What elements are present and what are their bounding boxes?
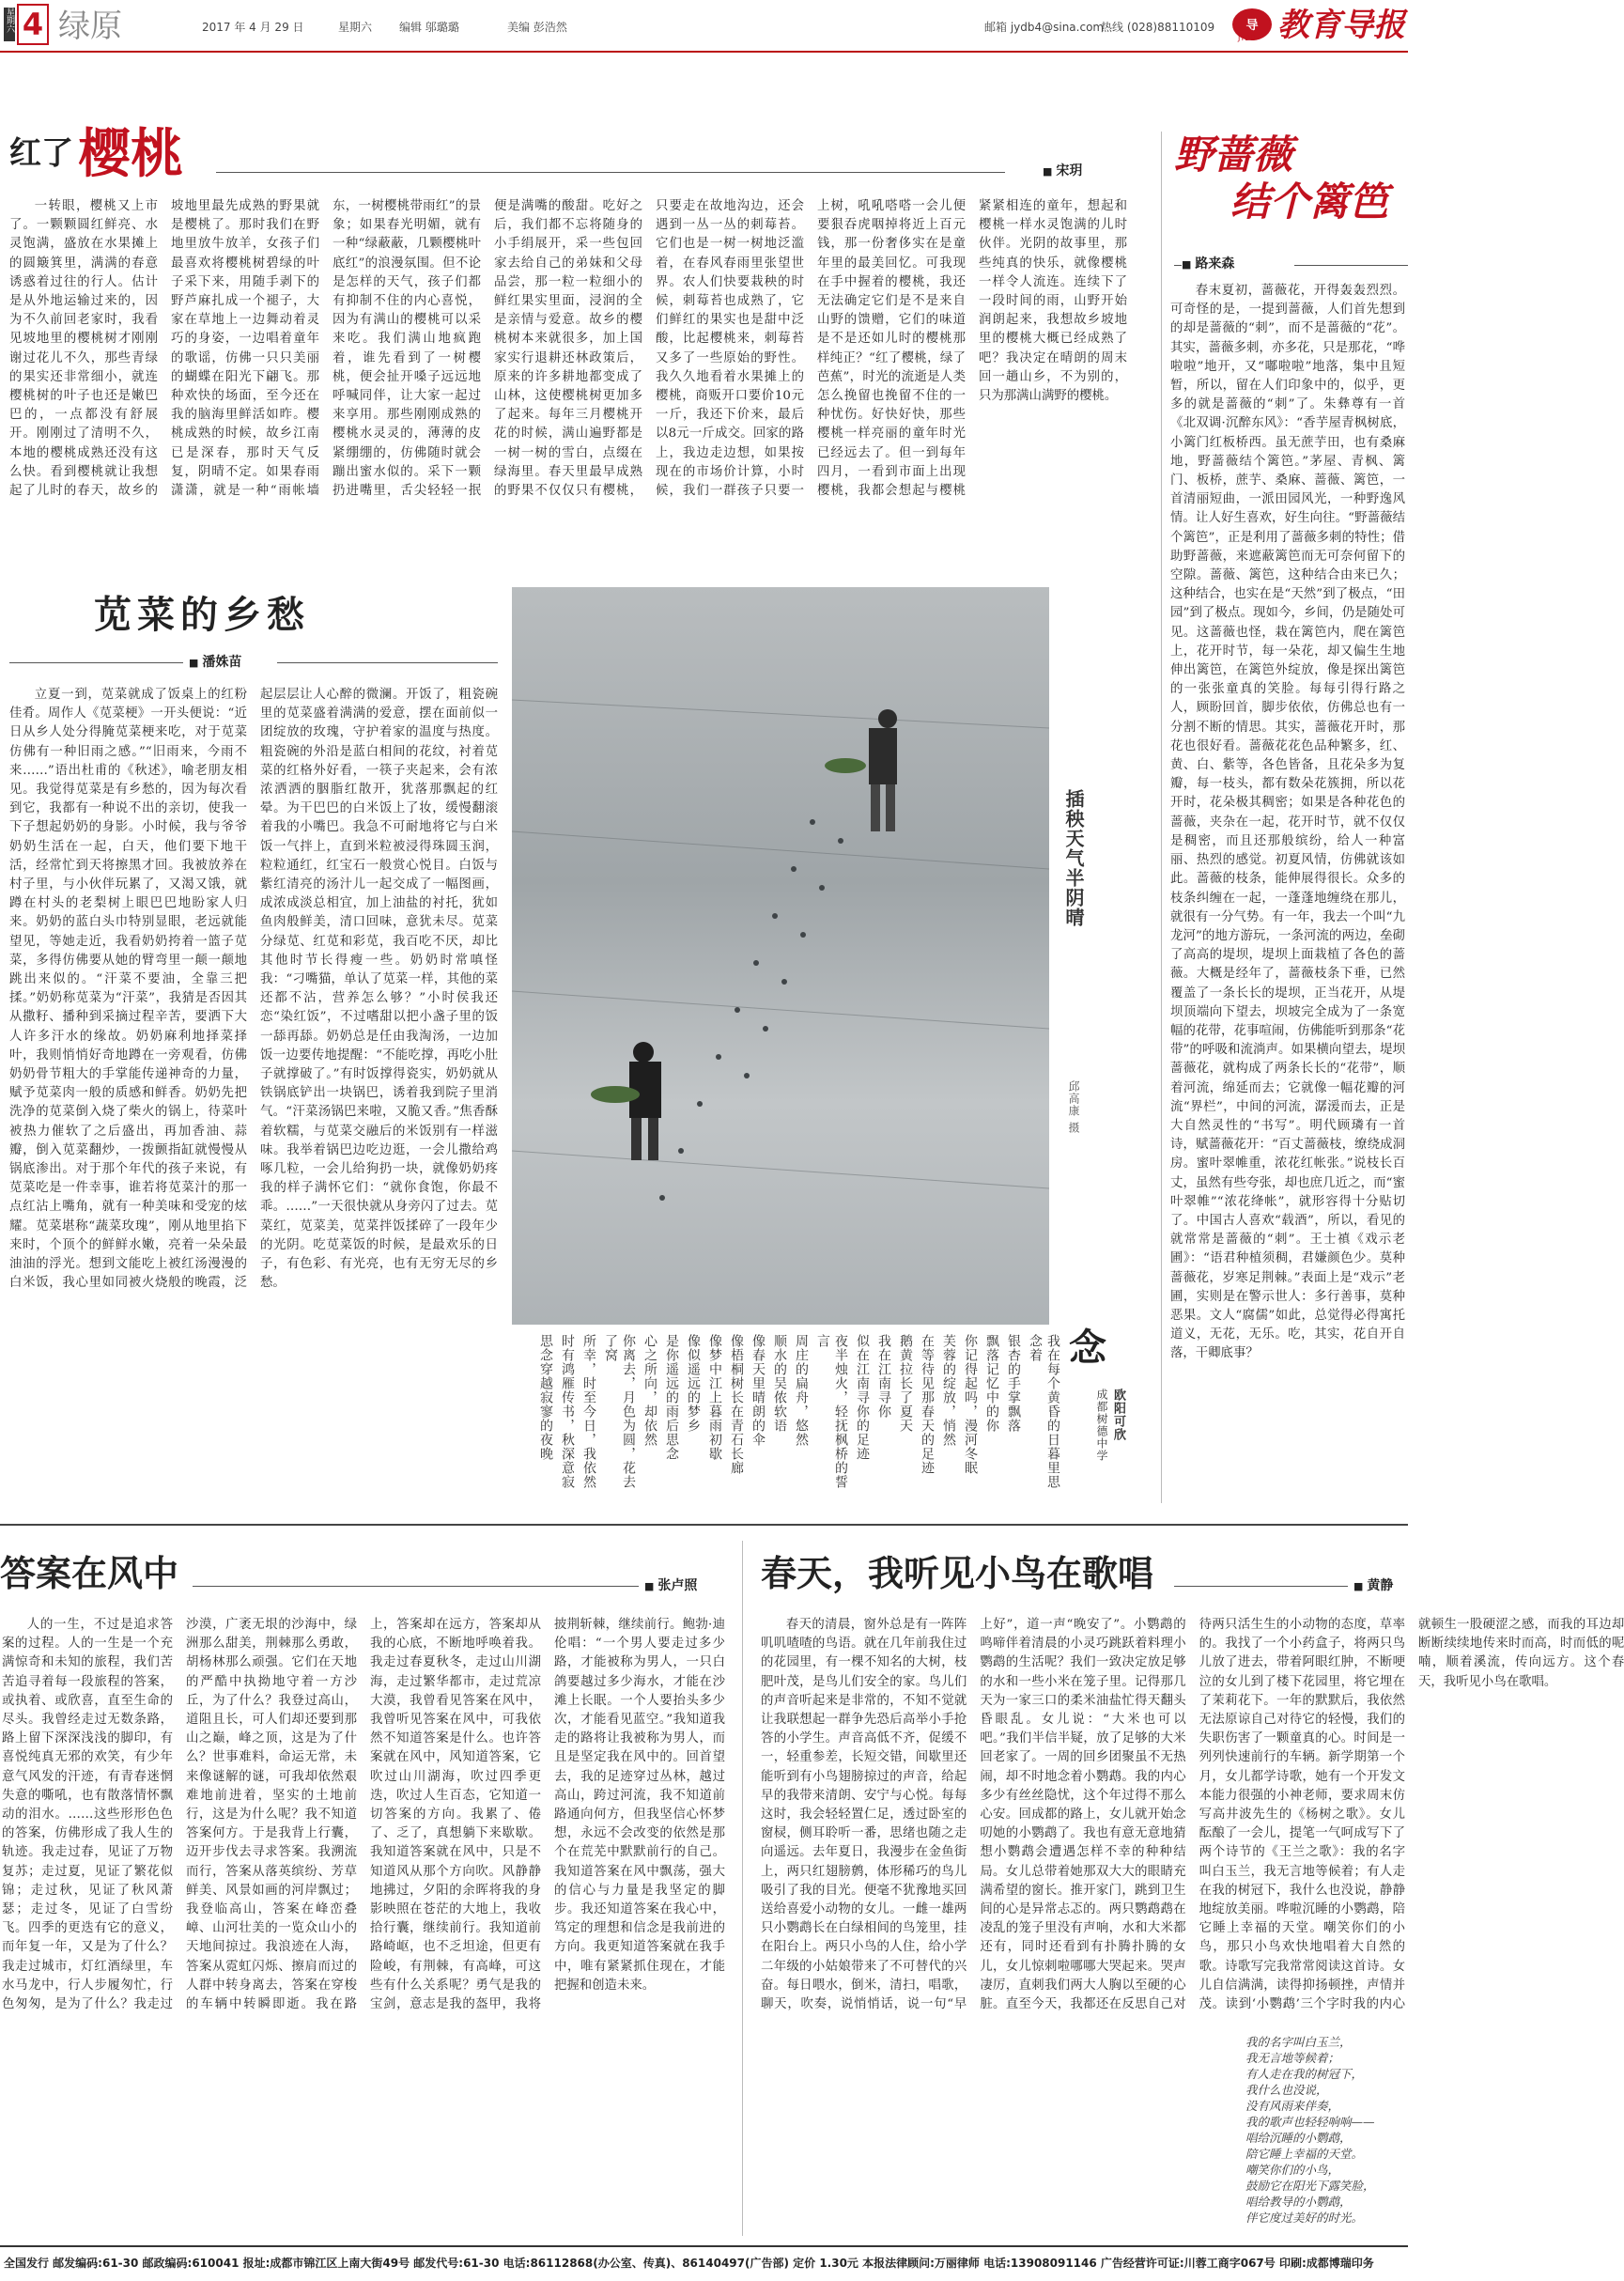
page-number: 4 (17, 4, 49, 45)
designer: 美编 彭浩然 (507, 21, 567, 34)
poem-line: 像春天里晴朗的伞 (750, 1334, 766, 1447)
poem-title: 念 (1069, 1326, 1106, 1370)
section-divider (0, 1524, 1408, 1526)
column-name: 绿原 (58, 8, 122, 45)
kid-poem-line: 陪它睡上幸福的天堂。 (1245, 2147, 1364, 2161)
poem-line: 飘落记忆中的你 (984, 1334, 999, 1433)
poem-line: 像梧桐树长在青石长廊 (729, 1334, 744, 1475)
amaranth-body: 立夏一到，苋菜就成了饭桌上的红粉佳肴。周作人《苋菜梗》一开头便说：“近日从乡人处分得腌苋菜梗来吃，对于苋菜仿佛有一种旧雨之感。”“旧雨来，今雨不来……”语出杜甫的《秋述》，喻老朋友相见。我觉得苋菜是有乡愁的，因为每次看到它，我都有一种说不出的亲切，使我一下子想起奶奶的身影。小时候，我与爷爷奶奶生活在一起，白天，他们要下地干活，经常忙到天将擦黑才回。我被放养在村子里，与小伙伴玩累了，又渴又饿，就蹲在村头的老梨树上眼巴巴地盼家人归来。奶奶的蓝白头巾特别显眼，老远就能望见，等她走近，我看奶奶挎着一篮子苋菜，多得仿佛要从她的臂弯里一颠一颠地跳出来似的。“汗菜不要油，全靠三把揉。”奶奶称苋菜为“汗菜”，我猜是否因其从撒籽、播种到采摘过程辛苦，要洒下大人许多汗水的缘故。奶奶麻利地择菜择叶，我则悄悄好奇地蹲在一旁观看，仿佛奶奶骨节粗大的手掌能传递神奇的力量，赋予苋菜肉一般的质感和鲜香。奶奶先把洗净的苋菜倒入烧了柴火的锅上，待菜叶被热力催软了之后盛出，再加香油、蒜瓣，倒入苋菜翻炒，一拨颤指缸就慢慢从锅底渗出。对于那个年代的孩子来说，有苋菜吃是一件幸事，谁若将苋菜汁的那一点红沾上嘴角，就有一种美味和受宠的炫耀。苋菜堪称“蔬菜玫瑰”，刚从地里掐下来时，个顶个的鲜鲜水嫩，亮着一朵朵最油油的浮光。想到文能吃上被红汤漫漫的白米饭，我心里如同被火烧般的晚霞，泛起层层让人心醉的微澜。开饭了，粗瓷碗里的苋菜盛着满满的爱意，摆在面前似一团绽放的玫瑰，守护着家的温度与热度。粗瓷碗的外沿是蓝白相间的花纹，衬着苋菜的红格外好看，一筷子夹起来，会有浓浓洒洒的胭脂红散开，犹落那飘起的红晕。为干巴巴的白米饭上了妆，缓慢翻滚着我的小嘴巴。我急不可耐地将它与白米饭一气拌上，直到米粒被浸得珠圆玉润，粒粒通红，红宝石一般赏心悦目。白饭与紫红清亮的汤汁儿一起交成了一幅图画，成浓成淡总相宜，加上油盐的衬托，犹如鱼肉般鲜美，清口回味，意犹未尽。苋菜分绿苋、红苋和彩苋，我百吃不厌，却比其他时节长得瘦一些。奶奶时常嗔怪我：“刁嘴猫，单认了苋菜一样，其他的菜还都不沾，营养怎么够？”小时侯我还恋“染红饭”，不过嗜甜以把小盏子里的饭一舔再舔。奶奶总是任由我淘汤，一边加饭一边要传地提醒：“不能吃撑，再吃小肚子就撑破了。”有时饭撑得瓷实，奶奶就从铁锅底铲出一块锅巴，诱着我到院子里消气。“汗菜汤锅巴来啦，又脆又香。”焦香酥着软糯，与苋菜交融后的米饭别有一样滋味。我举着锅巴边吃边逛，一会儿撒给鸡啄几粒，一会儿给狗扔一块，就像奶奶疼我的样子满怀它们：“就你食饱，你最不乖。……”一天很快就从身旁闪了过去。苋菜红，苋菜美，苋菜拌饭揉碎了一段年少的光阴。吃苋菜饭的时候，是最欢乐的日子，有色彩、有光亮，也有无穷无尽的乡愁。 (9, 688, 498, 1291)
poem-line: 像梦中江上暮雨初歇 (707, 1334, 722, 1461)
poem-line: 像似遥远的梦乡 (686, 1334, 701, 1433)
poem-line: 心之所向，却依然 (642, 1334, 657, 1447)
farmer-figure-1 (825, 709, 897, 831)
cherry-title-rule (216, 172, 1005, 173)
rose-divider (1161, 132, 1162, 1503)
rose-title-line2: 结个篱笆 (1230, 178, 1389, 225)
poem-line: 芙蓉的绽放，悄然 (941, 1334, 956, 1447)
poem-line: 你离去，月色为圆，花去了窝 (603, 1334, 636, 1489)
amaranth-author: ■ 潘姝苗 (183, 652, 277, 671)
rose-body: 春末夏初，蔷薇花，开得轰轰烈烈。可奇怪的是，一提到蔷薇，人们首先想到的却是蔷薇的“刺”，而不是蔷薇的“花”。其实，蔷薇多刺，亦多花，只是那花，“哗啦啦”地开，又“嘟啦啦”地落，集中且短暂，所以，留在人们印象中的，似乎，更多的就是蔷薇的“刺”了。朱彝尊有一首《北双调·沉醉东风》：“香芋屋青枫树底，小篱门红板桥西。虽无蔗芋田，也有桑麻地，野蔷薇结个篱笆。”茅屋、青枫、篱门、板桥，蔗芋、桑麻、蔷薇、篱笆，一首清丽短曲，一派田园风光，一种野逸风情。让人好生喜欢，好生向往。“野蔷薇结个篱笆”，正是利用了蔷薇多刺的特性；借助野蔷薇，来遮蔽篱笆而无可奈何留下的空隙。蔷薇、篱笆，这种结合由来已久；这种结合，也实在是“天然”到了极点，“田园”到了极点。现如今，乡间，仍是随处可见。这蔷薇也怪，栽在篱笆内，爬在篱笆上，花开时节，每一朵花，却又偏生生地伸出篱笆，在篱笆外绽放，像是探出篱笆的一张张童真的笑脸。每每引得行路之人，顾盼回首，脚步依依，仿佛总也有一分割不断的情思。其实，蔷薇花开时，那花也很好看。蔷薇花花色品种繁多，红、黄、白、紫等，各色皆备，且花朵多为复瓣，每一枝头，都有数朵花簇拥，所以花开时，花朵极其稠密；如果是各种花色的蔷薇，夹杂在一起，花开时节，就不仅仅是稠密，而且还那般缤纷，给人一种富丽、热烈的感觉。初夏风情，仿佛就该如此。蔷薇的枝条，能伸展得很长。众多的枝条纠缠在一起，一蓬蓬地缠绕在那儿，就很有一分气势。有一年，我去一个叫“九龙河”的地方游玩，一条河流的两边，垒砌了高高的堤坝，堤坝上面栽植了各色的蔷薇。大概是经年了，蔷薇枝条下垂，已然覆盖了一条长长的堤坝，正当花开，从堤坝顶端向下望去，坝坡完全成为了一条宽幅的花带，花事喧闹，仿佛能听到那条“花带”的呼吸和流淌声。如果横向望去，堤坝蔷薇花，就构成了两条长长的“花带”，顺着河流，绵延而去；它就像一幅花瓣的河流“界栏”，中间的河流，潺湲而去，正是大自然灵性的“书写”。明代顾璘有一首诗，赋蔷薇花开：“百丈蔷薇枝，缭绕成洞房。蜜叶翠帷重，浓花红帐张。”说枝长百丈，虽然有些夸张，却也庶几近之，而“蜜叶翠帷”“浓花绛帐”，就形容得十分贴切了。中国古人喜欢“载酒”，所以，看见的就常常是蔷薇的“刺”。王士禛《戏示老圃》：“语君种植须稠，君嫌颜色少。莫种蔷薇花，岁寒足荆棘。”表面上是“戏示”老圃，实则是在警示世人：多行善事，莫种恶果。文人“腐儒”如此，总觉得必得寓托道义，无花，无乐。吃，其实，花自开自落，干卿底事？ (1170, 284, 1405, 1361)
spring-author: ■ 黄静 (1348, 1575, 1408, 1594)
poem-line: 银杏的手掌飘落 (1006, 1334, 1021, 1433)
poem-line: 夜半烛火，轻抚枫桥的誓言 (815, 1334, 848, 1489)
cherry-title-main: 樱桃 (78, 124, 184, 185)
seedling-rows (659, 819, 843, 1201)
poem-line: 周庄的扁舟，悠然 (794, 1334, 809, 1447)
date: 2017 年 4 月 29 日 (202, 21, 304, 34)
kid-poem-line: 我无言地等候着； (1245, 2051, 1340, 2065)
kid-poem-line: 没有风雨来伴奏， (1245, 2099, 1340, 2113)
cherry-author: ■ 宋玥 (1043, 161, 1118, 179)
hotline: 热线 (028)88110109 (1101, 21, 1215, 34)
poem-line: 在等待见那春天的足迹 (920, 1334, 935, 1475)
answer-author: ■ 张卢照 (639, 1575, 723, 1594)
kid-poem-line: 伴它度过美好的时光。 (1245, 2211, 1364, 2225)
cherry-title-pre: 红了 (9, 134, 73, 173)
kid-poem-line: 唱给教导的小鹦鹉， (1245, 2195, 1352, 2209)
editor: 编辑 邬璐璐 (399, 21, 459, 34)
amaranth-title: 苋菜的乡愁 (94, 593, 310, 637)
spring-title: 春天，我听见小鸟在歌唱 (761, 1553, 1154, 1594)
kid-poem (1245, 2034, 1405, 2231)
footer-rule (0, 2245, 1408, 2247)
poem-line: 我在每个黄昏的日暮里思念着 (1028, 1334, 1060, 1489)
kid-poem-line: 我的名字叫白玉兰， (1245, 2035, 1352, 2049)
poem-line: 似在江南寻你的足迹 (855, 1334, 870, 1461)
cherry-title (9, 113, 254, 185)
spring-body: 春天的清晨，窗外总是有一阵阵叽叽喳喳的鸟语。就在几年前我住过的花园里，有一棵不知名的大树，枝肥叶茂，是鸟儿们安全的家。鸟儿们的声音听起来是非常的，不知不觉就让我联想起一群争先恐后高举小手抢答的小学生。声音高低不齐，促缓不一，轻重参差，长短交错，间歇里还能听到有小鸟翅膀掠过的声音，给起早的我带来清朗、安宁与心悦。每每这时，我会轻轻置仁足，透过卧室的窗棂，侧耳聆听一番，思绪也随之走向遥远。去年夏日，我漫步在金鱼街上，两只红翅膀鹩，体形稀巧的鸟儿吸引了我的目光。便毫不犹豫地买回送给喜爱小动物的女儿。一雌一雄两只小鹦鹉长在白绿相间的鸟笼里，挂在阳台上。两只小鸟的人住，给小学二年级的小姑娘带来了不可替代的兴奋。每日喂水，倒米，清扫，唱歌，聊天，吹奏，说悄悄话，说一句“早上好”，道一声“晚安了”。小鹦鹉的鸣啼伴着清晨的小灵巧跳跃着料理小鹦鹉的生活呢？我们一致决定放足够的水和一些小米在笼子里。记得那几天为一家三口的柔米油盐忙得天翻头昏眼乱。女儿说：“大米也可以吧。”我们半信半疑，放了足够的大米回老家了。一周的回乡团聚虽不无热闹，却不时地念着小鹦鹉。我的内心多少有丝丝隐忧，这个年过得不那么心安。回成都的路上，女儿就开始念叨她的小鹦鹉了。我也有意无意地猜想小鹦鹉会遭遇怎样不幸的种种结局。女儿总带着她那双大大的眼睛充满希望的窗长。推开家门，跳到卫生间的心是异常忐忑的。两只鹦鹉鹉在凌乱的笼子里没有声响，水和大米都还有，同时还看到有扑腾扑腾的女儿，女儿惊刺啦哪哪大哭起来。哭声凄厉，直刺我们两大人胸以至硬的心脏。直至今天，我都还在反思自己对待两只活生生的小动物的态度，草率的。我找了一个小药盒子，将两只鸟儿放了进去，带着阿眼红肿，不断哽泣的女儿到了楼下花园里，将它埋在了茉莉花下。一年的默默后，我依然无法原谅自己对待它的轻慢，我们的失职伤害了一颗童真的心。时间是一列列快速前行的车辆。新学期第一个月，女儿都学诗歌，她有一个开发文本能力很强的小神老师，要求周末仿写高井波先生的《杨树之歌》。女儿酝酿了一会儿，提笔一气呵成写下了两个诗节的《王兰之歌》：我的名字叫白玉兰，我无言地等候着；有人走在我的树冠下，我什么也没说，静静地绽放美丽。哗啦沉睡的小鹦鹉，陪它睡上幸福的天堂。嘲笑你们的小鸟，那只小鸟欢快地唱着大自然的歌。诗歌写完我常常阅读这首诗。女儿自信满满，读得抑扬顿挫，声情并茂。读到‘小鹦鹉’三个字时我的内心就顿生一股硬涩之感，而我的耳边却断断续续地传来时而高，时而低的呢喃，顺着溪流，传向远方。这个春天，我听见小鸟在歌唱。 (761, 1618, 1624, 2012)
poem-line: 我在江南寻你 (876, 1334, 891, 1419)
answer-body: 人的一生，不过是追求答案的过程。人的一生是一个充满惊奇和未知的旅程，我们苦苦追寻着每一段旅程的答案，或执着、或欣喜，直至生命的尽头。我曾经走过无数条路，路上留下深深浅浅的脚印，有喜悦纯真无邪的欢笑，有少年意气风发的汗迹，有青春迷惘失意的嘶吼，也有散落情怀飘动的泪水。……这些形形色色的答案，仿佛形成了我人生的轨迹。我走过春，见证了万物复苏；走过夏，见证了繁花似锦；走过秋，见证了秋风萧瑟；走过冬，见证了白雪纷飞。四季的更迭有它的意义，而年复一年，又是为了什么？我走过城市，灯红酒绿里，车水马龙中，行人步履匆忙，行色匆匆，是为了什么？我走过沙漠，广袤无垠的沙海中，绿洲那么甜美，荆棘那么勇敢，胡杨林那么顽强。它们在天地的严酷中执拗地守着一方沙丘，为了什么？我登过高山，道阻且长，可人们却还要到那山之巅，峰之顶，这是为了什么？世事难料，命运无常，未来像谜解的谜，可我却依然艰难地前进着，坚实的土地前行，这是为什么呢？我不知道答案何方。于是我背上行囊，迈开步伐去寻求答案。我溯流而行，答案从落英缤纷、芳草鲜美、风景如画的河岸飘过；我登临高山，答案在峰峦叠嶂、山河壮美的一览众山小的天地间掠过。我浪迹在人海，答案从霓虹闪烁、擦肩而过的人群中转身离去，答案在穿梭的车辆中转瞬即逝。我在路上，答案却在远方，答案却从我的心底，不断地呼唤着我。我走过春夏秋冬，走过山川湖海，走过繁华都市，走过荒凉大漠，我曾看见答案在风中，我曾听见答案在风中，可我依然不知道答案是什么。也许答案就在风中，风知道答案，它吹过山川湖海，吹过四季更迭，吹过人生百态，它知道一切答案的方向。我累了、倦了、乏了，真想躺下来歇歇。我知道答案就在风中，只是不知道风从那个方向吹。风静静地拂过，夕阳的余晖将我的身影映照在苍茫的大地上，我收拾行囊，继续前行。我知道前路崎岖，也不乏坦途，但更有险峻，有荆棘，有高峰，可这些有什么关系呢？勇气是我的宝剑，意志是我的盔甲，我将披荆斩棘，继续前行。鲍勃·迪伦唱：“一个男人要走过多少路，才能被称为男人，一只白鸽要越过多少海水，才能在沙滩上长眠。一个人要抬头多少次，才能看见蓝空。”我知道我走的路将让我被称为男人，而且是坚定我在风中的。回首望去，我的足迹穿过丛林，越过高山，跨过河流，我不知道前路通向何方，但我坚信心怀梦想，永远不会改变的依然是那个在荒芜中默默前行的自己。我知道答案在风中飘荡，强大的信心与力量是我坚定的脚步。我还知道答案在我心中，笃定的理想和信念是我前进的方向。我更知道答案就在我手中，唯有紧紧抓住现在，才能把握和创造未来。 (2, 1618, 725, 2012)
answer-title: 答案在风中 (0, 1553, 179, 1594)
page-number-badge (4, 8, 15, 41)
poem-line: 时有鸿雁传书，秋深意寂 (560, 1334, 575, 1489)
poem-line: 你记得起吗，漫河冬眠 (963, 1334, 978, 1475)
kid-poem-line: 嘲笑你们的小鸟， (1245, 2163, 1340, 2177)
answer-divider (742, 1541, 743, 2236)
poem-line: 鹅黄拉长了夏天 (898, 1334, 913, 1433)
page-side-label: 星期六 (5, 8, 14, 33)
header-rule (0, 51, 1408, 53)
paper-name: 教育导报 (1277, 7, 1405, 44)
rose-title (1174, 132, 1408, 235)
kid-poem-line: 鼓励它在阳光下露笑脸， (1245, 2179, 1375, 2193)
poem-school: 成都树德中学 (1095, 1389, 1108, 1462)
rose-author: ■ 路来森 (1182, 254, 1294, 272)
photo-credit: 邱高康 摄 (1067, 1080, 1080, 1134)
masthead (0, 0, 1408, 53)
farmer-figure-2 (591, 1042, 661, 1160)
footer-info: 全国发行 邮发编码:61-30 邮政编码:610041 报址:成都市锦江区上南大街49号 邮发代号:61-30 电话:86112868(办公室、传真)、86140497(广告部) 定价 1.30元 本报法律顾问:万丽律师 电话:13908091146 广告经营许可证:川蓉工商字067号 印刷:成都博瑞印务 (4, 2257, 1374, 2270)
cherry-body: 一转眼，樱桃又上市了。一颗颗圆红鲜亮、水灵饱满，盛放在水果摊上的圆簸箕里，满满的春意诱惑着过往的行人。估计是从外地运输过来的，因为不久前回老家时，我看见坡地里的樱桃树才刚刚谢过花儿不久，那些青绿的果实还非常细小，就连樱桃树的叶子也还是嫩巴巴的，一点都没有舒展开。刚刚过了清明不久，本地的樱桃成熟还没有这么快。看到樱桃就让我想起了儿时的春天，故乡的坡地里最先成熟的野果就是樱桃了。那时我们在野地里放牛放羊，女孩子们最喜欢将樱桃树碧绿的叶子采下来，用随手剥下的野芦麻扎成一个褪子，大家在草地上一边舞动着灵巧的身姿，一边唱着童年的歌谣，仿佛一只只美丽的蝴蝶在阳光下翩飞。那种欢快的场面，至今还在我的脑海里鲜活如昨。樱桃成熟的时候，故乡江南已是深春，那时天气反复，阴晴不定。如果春雨潇潇，就是一种“雨帐墙东，一树樱桃带雨红”的景象；如果春光明媚，就有一种“绿蔽蔽，几颗樱桃叶底红”的浪漫氛围。但不论是怎样的天气，孩子们都有抑制不住的内心喜悦，因为有满山的樱桃可以采来吃。我们满山地疯跑着，谁先看到了一树樱桃，便会扯开嗓子远远地呼喊同伴，让大家一起过来享用。那些刚刚成熟的樱桃水灵灵的，薄薄的皮紧绷绷的，仿佛随时就会蹦出蜜水似的。采下一颗扔进嘴里，舌尖轻轻一抿便是满嘴的酸甜。吃好之后，我们都不忘将随身的小手绢展开，采一些包回家去给自己的弟妹和父母品尝，那一粒一粒细小的鲜红果实里面，浸润的全是亲情与爱意。故乡的樱桃树本来就很多，加上国家实行退耕还林政策后，原来的许多耕地都变成了山林，这使樱桃树更加多了起来。每年三月樱桃开花的时候，满山遍野都是一树一树的雪白，点缀在绿海里。春天里最早成熟的野果不仅仅只有樱桃，只要走在故地沟边，还会遇到一丛一丛的刺莓苔。它们也是一树一树地泛滥着，在春风春雨里张望世界。农人们快要栽秧的时候，刺莓苔也成熟了，它们鲜红的果实也是甜中泛酸，比起樱桃来，刺莓苔又多了一些原始的野性。我久久地看着水果摊上的樱桃，商贩开口要价10元一斤，我还下价来，最后以8元一斤成交。回家的路上，我边走边想，如果按现在的市场价计算，小时候，我们一群孩子只要一上树，吼吼嗒嗒一会儿便要狠吞虎咽掉将近上百元钱，那一份奢侈实在是童年里的最美回忆。可我现在手中握着的樱桃，我还无法确定它们是不是来自山野的馈赠，它们的味道是不是还如儿时的樱桃那样纯正？“红了樱桃，绿了芭蕉”，时光的流逝是人类怎么挽留也挽留不住的一种忧伤。好快好快，那些樱桃一样亮丽的童年时光已经远去了。但一到每年四月，一看到市面上出现樱桃，我都会想起与樱桃紧紧相连的童年，想起和樱桃一样水灵饱满的儿时伙伴。光阴的故事里，那些纯真的快乐，就像樱桃一样令人流连。连续下了一段时间的雨，山野开始润朗起来，我想故乡坡地里的樱桃大概已经成熟了吧？我决定在晴朗的周末回一趟山乡，不为别的，只为那满山满野的樱桃。 (9, 199, 1127, 499)
kid-poem-line: 我什么也没说， (1245, 2083, 1328, 2097)
email: 邮箱 jydb4@sina.com (984, 21, 1105, 34)
logo-abbr: JYDB (1238, 34, 1256, 42)
poem-line: 是你遥远的雨后思念 (664, 1334, 679, 1461)
photo-scene (512, 587, 1049, 1325)
rose-title-line1: 野蔷薇 (1174, 132, 1293, 178)
poem-line: 所幸，时至今日，我依然 (581, 1334, 596, 1489)
rice-planting-photo (512, 587, 1049, 1325)
photo-caption: 插秧天气半阴晴 (1062, 789, 1085, 927)
svg-text:导: 导 (1245, 19, 1259, 33)
kid-poem-line: 我的歌声也轻轻响响—— (1245, 2115, 1375, 2129)
poem-lines (521, 1334, 1061, 1498)
poem-line: 顺水的吴侬软语 (772, 1334, 787, 1433)
poem-line: 思念穿越寂寥的夜晚 (538, 1334, 553, 1461)
weekday: 星期六 (338, 21, 373, 34)
kid-poem-line: 有人走在我的树冠下， (1245, 2067, 1364, 2081)
poem-author: 欧阳可欣 (1111, 1389, 1125, 1441)
kid-poem-line: 唱给沉睡的小鹦鹉， (1245, 2131, 1352, 2145)
